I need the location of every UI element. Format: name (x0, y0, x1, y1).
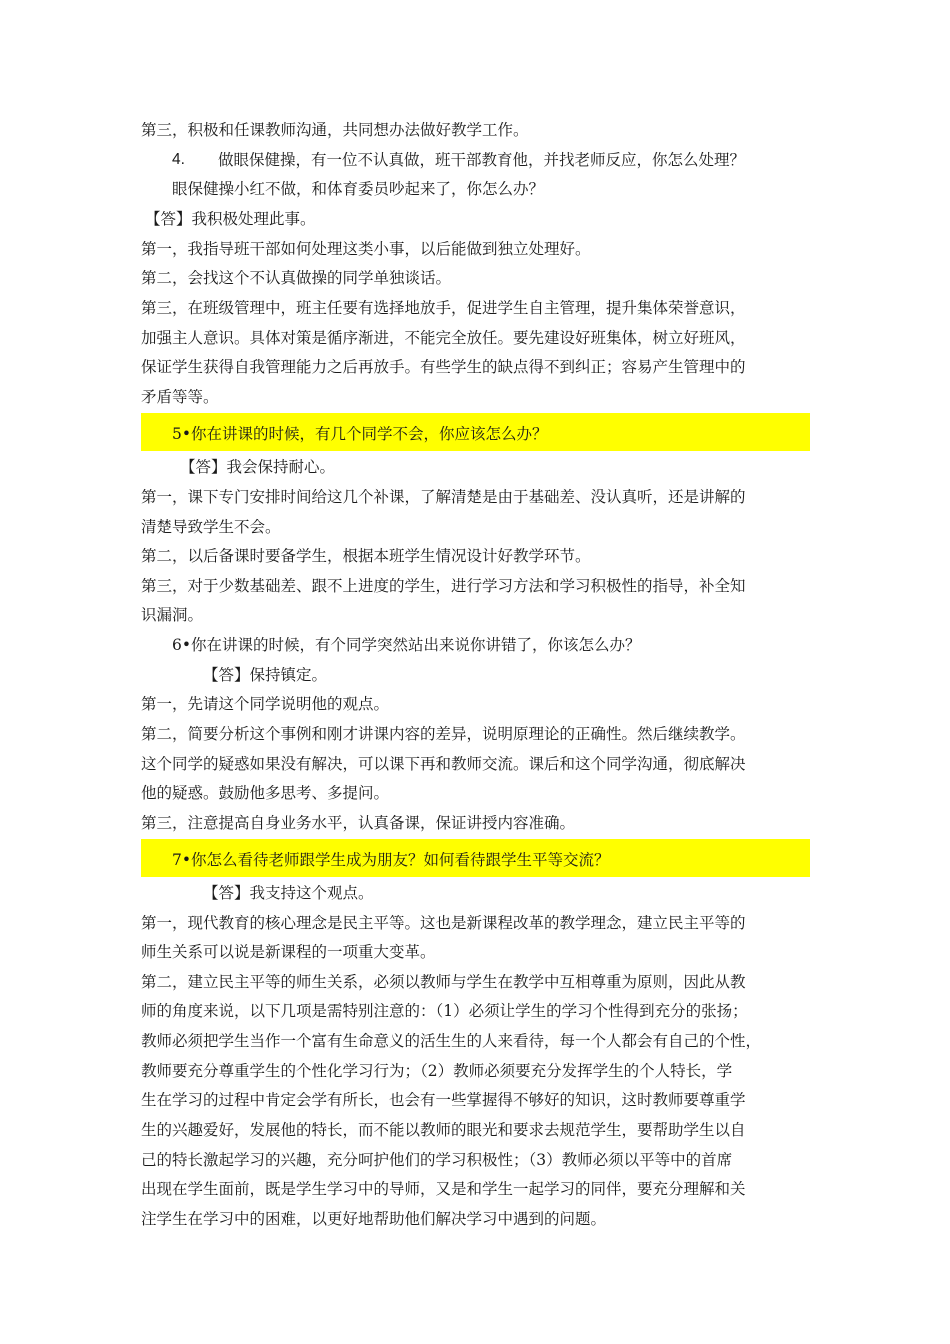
paragraph-line: 这个同学的疑惑如果没有解决，可以课下再和教师交流。课后和这个同学沟通，彻底解决 (141, 755, 746, 773)
paragraph-line: 第三，在班级管理中，班主任要有选择地放手，促进学生自主管理，提升集体荣誉意识， (141, 299, 746, 317)
question-6: 6•你在讲课的时候，有个同学突然站出来说你讲错了，你该怎么办？ (172, 636, 641, 654)
paragraph-line: 第二，会找这个不认真做操的同学单独谈话。 (141, 269, 452, 287)
paragraph-line: 生在学习的过程中肯定会学有所长，也会有一些掌握得不够好的知识，这时教师要尊重学 (141, 1091, 746, 1109)
question-7: 7•你怎么看待老师跟学生成为朋友？如何看待跟学生平等交流？ (172, 851, 610, 869)
question-5: 5•你在讲课的时候，有几个同学不会，你应该怎么办？ (172, 425, 548, 443)
paragraph-line: 他的疑惑。鼓励他多思考、多提问。 (141, 784, 390, 802)
paragraph-line: 矛盾等等。 (141, 388, 219, 406)
paragraph-line: 第二，简要分析这个事例和刚才讲课内容的差异，说明原理论的正确性。然后继续教学。 (141, 725, 746, 743)
paragraph-line: 己的特长激起学习的兴趣，充分呵护他们的学习积极性；（3）教师必须以平等中的首席 (141, 1151, 733, 1169)
paragraph-line: 师生关系可以说是新课程的一项重大变革。 (141, 943, 436, 961)
paragraph-line: 第一，先请这个同学说明他的观点。 (141, 695, 390, 713)
paragraph-line: 保证学生获得自我管理能力之后再放手。有些学生的缺点得不到纠正；容易产生管理中的 (141, 358, 746, 376)
paragraph-line: 第二，建立民主平等的师生关系，必须以教师与学生在教学中互相尊重为原则，因此从教 (141, 973, 746, 991)
question-4-sub: 眼保健操小红不做，和体育委员吵起来了，你怎么办？ (172, 180, 545, 198)
paragraph-line: 注学生在学习中的困难，以更好地帮助他们解决学习中遇到的问题。 (141, 1210, 607, 1228)
answer-6: 【答】保持镇定。 (203, 666, 328, 684)
paragraph-line: 生的兴趣爱好，发展他的特长，而不能以教师的眼光和要求去规范学生，要帮助学生以自 (141, 1121, 746, 1139)
question-4: 做眼保健操，有一位不认真做，班干部教育他，并找老师反应，你怎么处理？ (218, 151, 746, 169)
paragraph-line: 第二，以后备课时要备学生，根据本班学生情况设计好教学环节。 (141, 547, 591, 565)
paragraph-line: 第一，课下专门安排时间给这几个补课，了解清楚是由于基础差、没认真听，还是讲解的 (141, 488, 746, 506)
paragraph-line: 第一，我指导班干部如何处理这类小事，以后能做到独立处理好。 (141, 240, 591, 258)
paragraph-line: 师的角度来说，以下几项是需特别注意的：（1）必须让学生的学习个性得到充分的张扬； (141, 1002, 748, 1020)
paragraph-line: 识漏洞。 (141, 606, 204, 624)
paragraph-line: 加强主人意识。具体对策是循序渐进，不能完全放任。要先建设好班集体，树立好班风， (141, 329, 746, 347)
paragraph-line: 第三，注意提高自身业务水平，认真备课，保证讲授内容准确。 (141, 814, 576, 832)
paragraph-line: 教师必须把学生当作一个富有生命意义的活生生的人来看待，每一个人都会有自己的个性， (141, 1032, 762, 1050)
paragraph-line: 教师要充分尊重学生的个性化学习行为；（2）教师必须要充分发挥学生的个人特长，学 (141, 1062, 733, 1080)
answer-4: 【答】我积极处理此事。 (145, 210, 316, 228)
answer-5: 【答】我会保持耐心。 (180, 458, 336, 476)
question-number: 4. (172, 151, 185, 168)
paragraph-line: 第三，对于少数基础差、跟不上进度的学生，进行学习方法和学习积极性的指导，补全知 (141, 577, 746, 595)
paragraph-line: 第一，现代教育的核心理念是民主平等。这也是新课程改革的教学理念，建立民主平等的 (141, 914, 746, 932)
paragraph-line: 清楚导致学生不会。 (141, 518, 281, 536)
paragraph-line: 出现在学生面前，既是学生学习中的导师，又是和学生一起学习的同伴，要充分理解和关 (141, 1180, 746, 1198)
answer-7: 【答】我支持这个观点。 (203, 884, 374, 902)
paragraph-line: 第三，积极和任课教师沟通，共同想办法做好教学工作。 (141, 121, 529, 139)
